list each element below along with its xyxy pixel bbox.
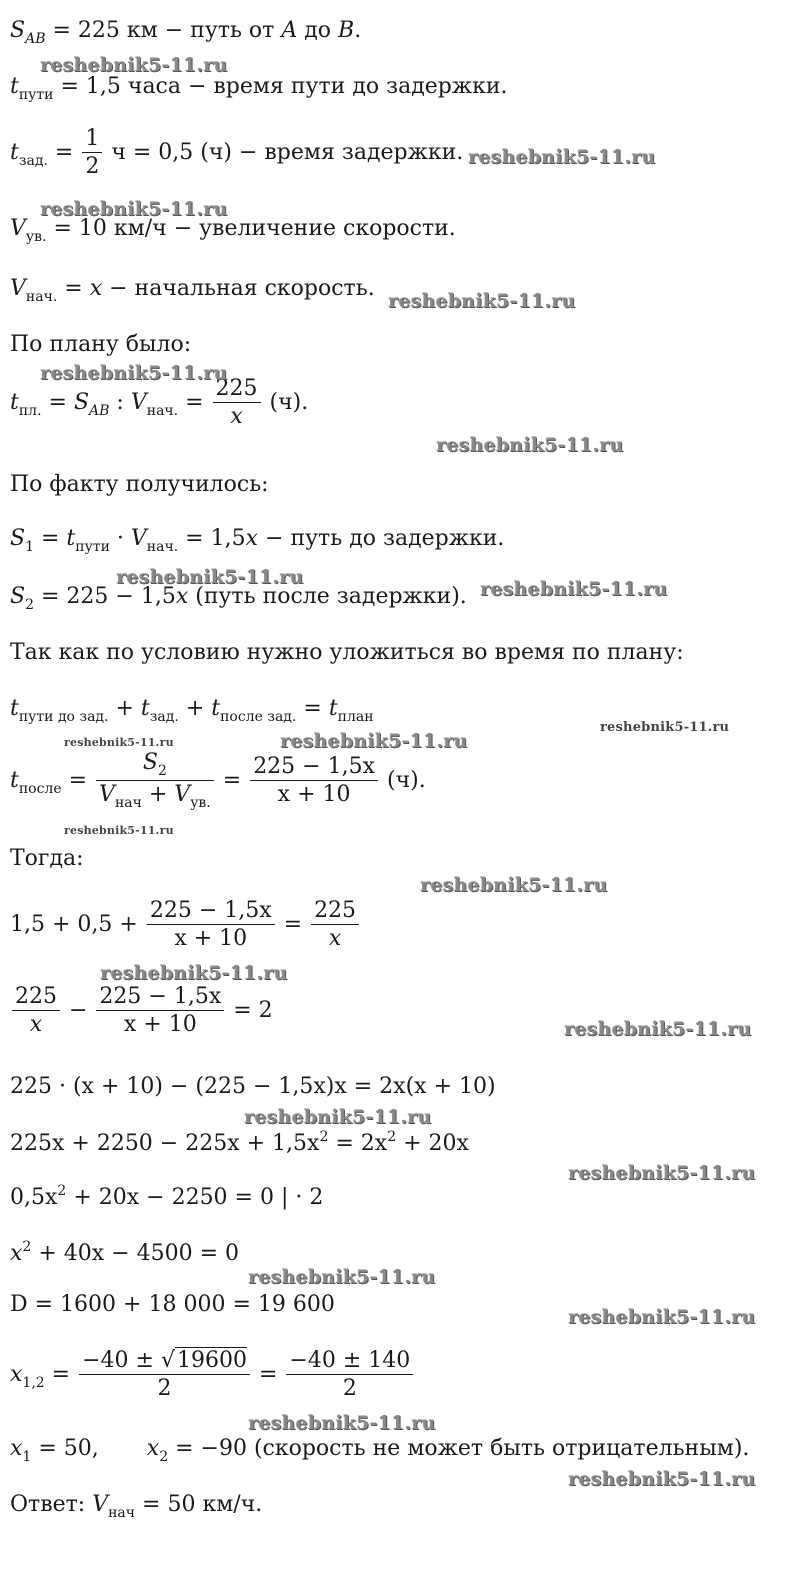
- line-8: [10, 474, 269, 496]
- subscript: пути до зад.: [18, 709, 109, 725]
- denominator: x + 10: [147, 924, 275, 950]
- text: =: [57, 276, 90, 301]
- text: − начальная скорость.: [102, 276, 375, 301]
- watermark: reshebnik5-11.ru: [40, 198, 228, 220]
- text: 225x + 2250 − 225x + 1,5x: [10, 1131, 320, 1156]
- watermark: reshebnik5-11.ru: [468, 146, 656, 168]
- text: =: [276, 912, 310, 937]
- watermark: reshebnik5-11.ru: [40, 54, 228, 76]
- text: (ч).: [380, 768, 426, 793]
- subscript: ув.: [25, 229, 47, 245]
- numerator: [79, 1350, 250, 1374]
- numerator: 225: [215, 376, 258, 401]
- text: = 2: [226, 998, 273, 1023]
- fraction: [12, 986, 60, 1036]
- denominator: 2: [286, 1374, 413, 1400]
- text: ч = 0,5 (ч) − время задержки.: [104, 140, 464, 165]
- line-17: [10, 1076, 496, 1098]
- radicand: 19600: [177, 1348, 247, 1373]
- subscript: 2: [25, 597, 34, 613]
- var: V: [10, 216, 26, 241]
- text: Ответ:: [10, 1492, 93, 1517]
- fraction: [213, 378, 261, 428]
- text: =: [215, 768, 249, 793]
- subscript: 2: [157, 763, 167, 779]
- subscript: нач: [114, 795, 142, 811]
- text: −40 ±: [82, 1348, 161, 1373]
- subscript: нач: [108, 1505, 136, 1521]
- line-18: [10, 1130, 469, 1155]
- var: x: [10, 1362, 23, 1387]
- watermark: reshebnik5-11.ru: [248, 1266, 436, 1288]
- numerator: [96, 752, 214, 780]
- line-10: [10, 586, 467, 612]
- fraction: [96, 752, 214, 810]
- var: S: [10, 526, 26, 551]
- var: x: [245, 526, 259, 551]
- line-16: [10, 986, 273, 1036]
- var: S: [142, 750, 158, 775]
- line-15: [10, 900, 361, 950]
- fraction: [96, 986, 224, 1036]
- fraction: [286, 1350, 413, 1400]
- watermark: reshebnik5-11.ru: [564, 1018, 752, 1040]
- denominator: x: [213, 402, 261, 428]
- text: = 225 − 1,5: [34, 584, 176, 609]
- var: S: [10, 584, 26, 609]
- numerator: 225: [314, 898, 357, 923]
- watermark: reshebnik5-11.ru: [64, 736, 174, 749]
- text: +: [178, 696, 212, 721]
- denominator: x + 10: [250, 780, 378, 806]
- text: (ч).: [262, 390, 309, 415]
- text: =: [296, 696, 329, 721]
- watermark: reshebnik5-11.ru: [600, 720, 730, 735]
- text: =: [41, 390, 74, 415]
- text: +: [108, 696, 141, 721]
- line-4: [10, 218, 456, 244]
- var: V: [99, 782, 115, 807]
- watermark: reshebnik5-11.ru: [116, 566, 304, 588]
- text: = 1,5: [178, 526, 246, 551]
- line-2: [10, 76, 508, 102]
- fraction: [79, 1350, 250, 1400]
- watermark: reshebnik5-11.ru: [420, 874, 608, 896]
- watermark: reshebnik5-11.ru: [568, 1162, 756, 1184]
- text: −: [62, 998, 95, 1023]
- line-3: [10, 128, 463, 178]
- var: x: [10, 1241, 23, 1266]
- subscript: после зад.: [220, 709, 297, 725]
- var: V: [10, 276, 26, 301]
- watermark: reshebnik5-11.ru: [436, 434, 624, 456]
- text: − путь до задержки.: [258, 526, 505, 551]
- var: x: [175, 584, 189, 609]
- fraction: [311, 900, 359, 950]
- text: =: [44, 1362, 78, 1387]
- fraction: [82, 128, 102, 178]
- var: A: [281, 18, 298, 43]
- var: t: [10, 140, 19, 165]
- text: + 20x − 2250 = 0 | · 2: [66, 1185, 324, 1210]
- text: = 225 км − путь от: [45, 18, 282, 43]
- subscript: план: [337, 709, 374, 725]
- text: до: [297, 18, 339, 43]
- text: =: [47, 140, 81, 165]
- subscript: нач.: [146, 539, 179, 555]
- fraction: [147, 900, 275, 950]
- var: t: [66, 526, 76, 551]
- numerator: 225 − 1,5x: [149, 898, 272, 923]
- superscript: 2: [22, 1239, 32, 1255]
- text: (путь после задержки).: [188, 584, 467, 609]
- text: = 2x: [328, 1131, 388, 1156]
- var: B: [338, 18, 355, 43]
- text: Тогда:: [10, 846, 84, 871]
- watermark: reshebnik5-11.ru: [248, 1412, 436, 1434]
- line-23: [10, 1438, 749, 1464]
- text: = −90 (скорость не может быть отрицательным).: [168, 1436, 750, 1461]
- numerator: 225 − 1,5x: [253, 754, 375, 779]
- line-22: [10, 1350, 415, 1400]
- line-11: [10, 642, 684, 664]
- var: x: [10, 1436, 23, 1461]
- text: =: [61, 768, 95, 793]
- watermark: reshebnik5-11.ru: [280, 730, 468, 752]
- numerator: 1: [85, 126, 100, 151]
- line-5: [10, 278, 375, 304]
- text: По плану было:: [10, 332, 192, 357]
- watermark: reshebnik5-11.ru: [568, 1306, 756, 1328]
- var: S: [73, 390, 90, 415]
- line-7: [10, 378, 308, 428]
- text: 1,5 + 0,5 +: [10, 912, 145, 937]
- text: D = 1600 + 18 000 = 19 600: [10, 1292, 335, 1317]
- line-12: [10, 698, 374, 724]
- line-6: [10, 334, 191, 356]
- line-20: [10, 1240, 239, 1265]
- var: t: [140, 696, 150, 721]
- var: V: [92, 1492, 109, 1517]
- denominator: 2: [79, 1374, 250, 1400]
- subscript: зад.: [18, 153, 48, 169]
- fraction: [250, 756, 378, 806]
- text: + 40x − 4500 = 0: [31, 1241, 239, 1266]
- subscript: 2: [159, 1449, 169, 1465]
- denominator: x + 10: [96, 1010, 224, 1036]
- numerator: 225 − 1,5x: [99, 984, 222, 1009]
- superscript: 2: [319, 1129, 329, 1145]
- text: :: [109, 390, 131, 415]
- text: ·: [109, 526, 131, 551]
- subscript: зад.: [149, 709, 179, 725]
- var: V: [130, 390, 147, 415]
- text: Так как по условию нужно уложиться во время по плану:: [10, 640, 684, 665]
- subscript: 1,2: [22, 1375, 45, 1391]
- line-19: [10, 1184, 323, 1209]
- text: =: [252, 1362, 285, 1387]
- subscript: нач.: [146, 403, 179, 419]
- subscript: ув.: [190, 795, 211, 811]
- superscript: 2: [387, 1129, 397, 1145]
- watermark: reshebnik5-11.ru: [480, 578, 668, 600]
- var: t: [10, 74, 19, 99]
- denominator: x: [311, 924, 359, 950]
- subscript: пл.: [18, 403, 42, 419]
- subscript: AB: [89, 403, 110, 419]
- denominator: 2: [82, 152, 102, 178]
- var: + V: [141, 782, 191, 807]
- watermark: reshebnik5-11.ru: [40, 362, 228, 384]
- denominator: [96, 780, 214, 810]
- var: S: [10, 18, 26, 43]
- var: t: [211, 696, 221, 721]
- line-21: [10, 1294, 335, 1316]
- watermark: reshebnik5-11.ru: [568, 1468, 756, 1490]
- text: = 50 км/ч.: [135, 1492, 263, 1517]
- var: t: [328, 696, 338, 721]
- line-13: [10, 752, 426, 810]
- line-9: [10, 528, 504, 554]
- numerator: −40 ± 140: [289, 1348, 411, 1373]
- denominator: x: [12, 1010, 60, 1036]
- text: 0,5x: [10, 1185, 58, 1210]
- var: x: [146, 1436, 160, 1461]
- subscript: 1: [22, 1449, 32, 1465]
- var: x: [89, 276, 103, 301]
- text: = 10 км/ч − увеличение скорости.: [46, 216, 456, 241]
- subscript: AB: [25, 31, 46, 47]
- line-24: [10, 1494, 262, 1520]
- watermark: reshebnik5-11.ru: [244, 1106, 432, 1128]
- watermark: reshebnik5-11.ru: [100, 962, 288, 984]
- subscript: после: [18, 781, 62, 797]
- text: + 20x: [396, 1131, 469, 1156]
- sqrt-sign: √: [160, 1348, 175, 1373]
- text: =: [178, 390, 211, 415]
- var: V: [130, 526, 147, 551]
- text: =: [34, 526, 67, 551]
- line-14: [10, 848, 84, 870]
- text: = 50,: [31, 1436, 99, 1461]
- subscript: нач.: [25, 289, 58, 305]
- text: По факту получилось:: [10, 472, 269, 497]
- watermark: reshebnik5-11.ru: [388, 290, 576, 312]
- subscript: пути: [18, 87, 54, 103]
- text: 225 · (x + 10) − (225 − 1,5x)x = 2x(x + 10): [10, 1074, 496, 1099]
- subscript: пути: [75, 539, 110, 555]
- var: t: [10, 390, 19, 415]
- var: t: [10, 768, 19, 793]
- line-1: [10, 20, 361, 46]
- numerator: 225: [15, 984, 57, 1009]
- superscript: 2: [57, 1183, 67, 1199]
- watermark: reshebnik5-11.ru: [64, 824, 174, 837]
- text: = 1,5 часа − время пути до задержки.: [53, 74, 508, 99]
- text: .: [354, 18, 362, 43]
- var: t: [10, 696, 19, 721]
- subscript: 1: [25, 539, 34, 555]
